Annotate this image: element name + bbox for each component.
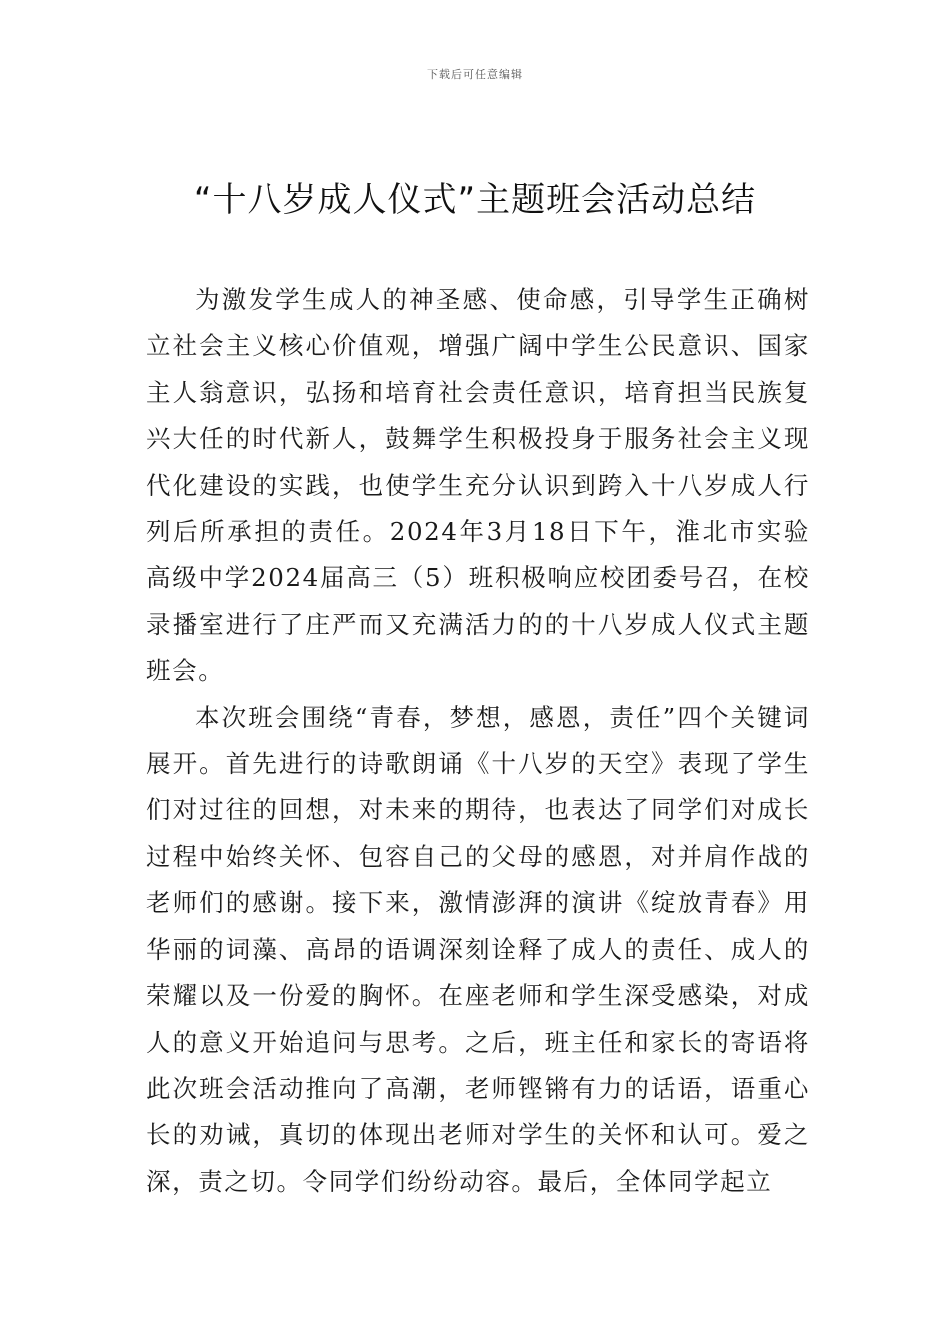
document-body <box>146 277 810 1205</box>
body-paragraph-1: 为激发学生成人的神圣感、使命感，引导学生正确树立社会主义核心价值观，增强广阔中学生公民意识、国家主人翁意识，弘扬和培育社会责任意识，培育担当民族复兴大任的时代新人，鼓舞学生积极投身于服务社会主义现代化建设的实践，也使学生充分认识到跨入十八岁成人行列后所承担的责任。2024年3月18日下午，淮北市实验高级中学2024届高三（5）班积极响应校团委号召，在校录播室进行了庄严而又充满活力的的十八岁成人仪式主题班会。 <box>146 285 810 686</box>
document-title: “十八岁成人仪式”主题班会活动总结 <box>193 180 757 220</box>
header-note: 下载后可任意编辑 <box>427 68 523 81</box>
body-paragraph-2: 本次班会围绕“青春，梦想，感恩，责任”四个关键词展开。首先进行的诗歌朗诵《十八岁的天空》表现了学生们对过往的回想，对未来的期待，也表达了同学们对成长过程中始终关怀、包容自己的父母的感恩，对并肩作战的老师们的感谢。接下来，激情澎湃的演讲《绽放青春》用华丽的词藻、高昂的语调深刻诠释了成人的责任、成人的荣耀以及一份爱的胸怀。在座老师和学生深受感染，对成人的意义开始追问与思考。之后，班主任和家长的寄语将此次班会活动推向了高潮，老师铿锵有力的话语，语重心长的劝诫，真切的体现出老师对学生的关怀和认可。爱之深，责之切。令同学们纷纷动容。最后，全体同学起立 <box>146 702 810 1196</box>
